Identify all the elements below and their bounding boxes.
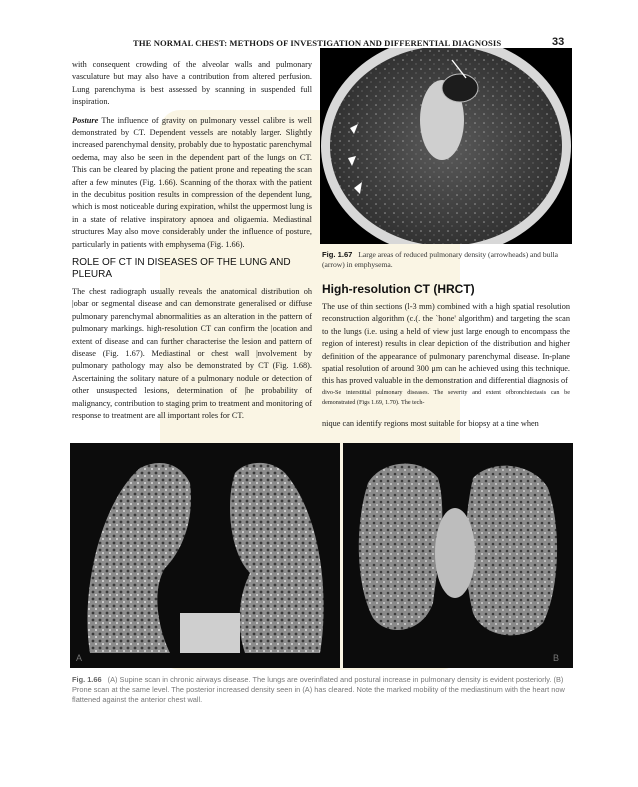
paragraph-hrct: The use of thin sections (l-3 mm) combined with a high spatial resolution reconstruction algorithm (c.(. the `hone' algorithm) and targeting the scan to the lungs (i.e. using a held of view just large enough to encompass the region of interest) results in clear depiction of the distribution and higher definition of the appearance of pulmonary parenchymal disease. In-plane spatial resolution of around 300 μm can he achieved using this technique. this has proved valuable in the demonstration and differential diagnosis of [322, 302, 570, 386]
posture-text: The influence of gravity on pulmonary vessel calibre is well demonstrated by CT. Dependent vessels are notably larger. Slightly increased parenchymal density, probably due to hypostatic parenchymal oedema, may also be seen in the dependent part of the lungs on CT. This can be cleared by placing the patient prone and repeating the scan after a few minutes (Fig. 1.66). Scanning of the thorax with the patient in the decubitus position results in compression of the dependent lung, which is most noticeable during expiration, whilst the uppermost lung is in a state of relative inspiratory apnoea and oligaemia. Mediastinal structures May also move considerably under the influence of posture, particularly in patients with emphysema (Fig. 1.66). [72, 115, 312, 249]
left-column-bottom [72, 286, 312, 428]
section-heading-hrct: High-resolution CT (HRCT) [322, 282, 475, 296]
right-column-text [322, 301, 570, 430]
caption-fig-1-66 [72, 675, 572, 705]
panel-label-b: B [553, 653, 560, 663]
posture-runin-heading: Posture [72, 115, 99, 125]
paragraph-posture [72, 115, 312, 251]
ct-image-fig-1-66-a [70, 443, 340, 668]
section-heading-role-ct: ROLE OF CT IN DISEASES OF THE LUNG AND PLEURA [72, 257, 291, 280]
caption-fig-1-67-text: Large areas of reduced pulmonary density (arrowheads) and bulla (arrow) in emphysema. [322, 250, 559, 269]
ct-image-fig-1-67 [320, 48, 572, 244]
running-title: THE NORMAL CHEST: METHODS OF INVESTIGATION AND DIFFERENTIAL DIAGNOSIS [133, 38, 502, 48]
panel-label-a: A [76, 653, 83, 663]
ct-image-fig-1-66-b [343, 443, 573, 668]
paragraph-role-ct: The chest radiograph usually reveals the anatomical distribution oh |obar or segmental disease and can demonstrate generalised or diffuse pulmonary parenchymal abnormalities as an alteration in the pattern of pulmonary markings. high-resolution CT can confirm the |ocation and extent of disease and can further characterise the lesion and pattern of disease (Fig. 1.67). Mediastinal or chest wall |nvolvement by pulmonary pathology may also be demonstrated by CT (Fig. 1.68). Ascertaining the solitary nature of a pulmonary nodule or detection of other unsuspected lesions, determination of |he probability of malignancy, contribution to staging prim to treatment and monitoring of response to treatment are all important roles for CT. [72, 287, 312, 421]
page-number: 33 [552, 36, 565, 48]
left-column-top [72, 59, 312, 257]
paragraph-intro: with consequent crowding of the alveolar walls and pulmonary vasculature but may also have a contribution from altered perfusion. Lung parenchyma is best assessed by scanning in suspended full inspiration. [72, 60, 312, 107]
caption-fig-1-66-text: (A) Supine scan in chronic airways disease. The lungs are overinflated and postural increase in pulmonary density is evident posteriorly. (B) Prone scan at the same level. The posterior increased density seen in (A) has cleared. Note the marked mobility of the mediastinum with the heart now flattened against the anterior chest wall. [72, 675, 565, 704]
caption-fig-1-67 [322, 250, 572, 270]
paragraph-hrct-small: divo-Se interstitial pulmonary diseases. The severity and extent ofbronchiectasis can be demonstrated (Figs 1.69, 1.70). The tech- [322, 388, 570, 406]
caption-fig-1-66-label: Fig. 1.66 [72, 675, 102, 684]
paragraph-hrct-last: nique can identify regions most suitable for biopsy at a tine when [322, 418, 539, 428]
caption-fig-1-67-label: Fig. 1.67 [322, 250, 353, 259]
